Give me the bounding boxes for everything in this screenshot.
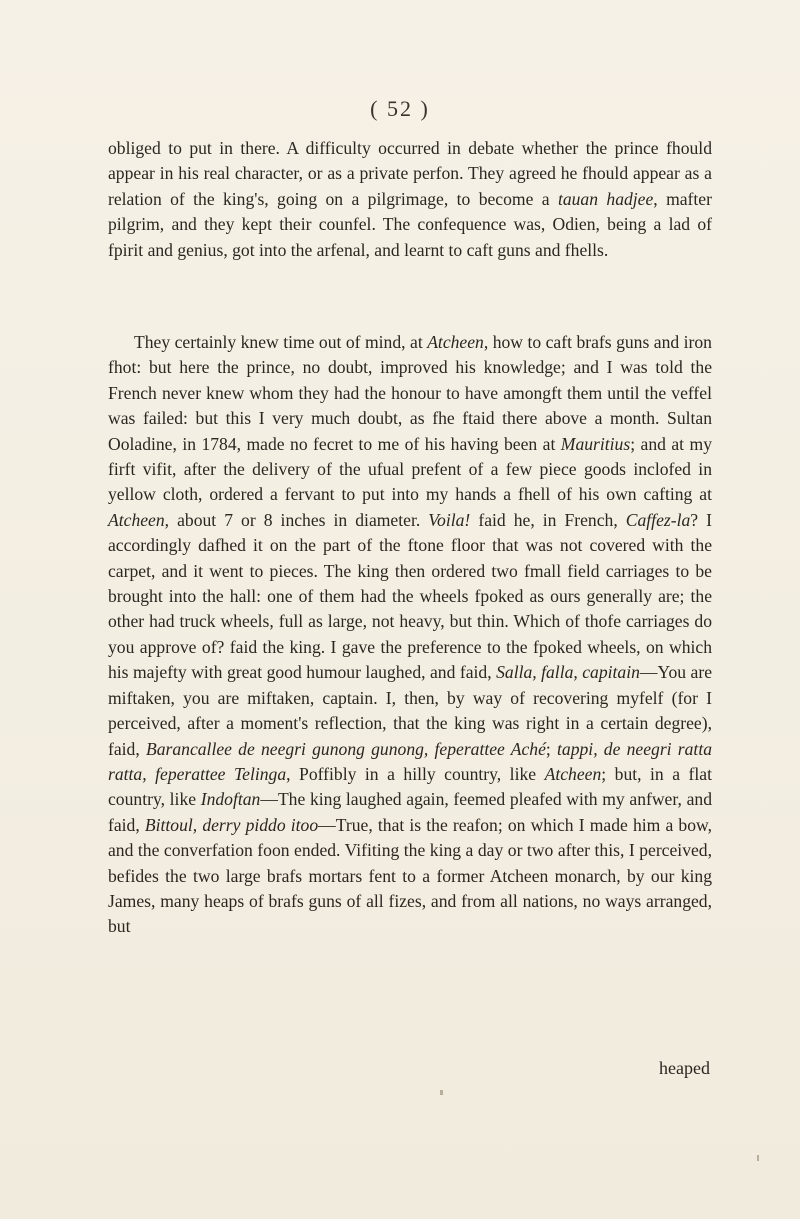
text-run: , Poffibly in a hilly country, like <box>286 763 545 784</box>
text-run: , how to caft brafs guns and iron fhot: but here the prince, no doubt, improved his knowledge; and I was told the French never knew whom they had the honour to have amongft them until the veffel was failed: but this I very much doubt, as fhe ftaid there above a month. Sultan Ooladine, in 1784, made no fecret to me of his having been at <box>108 332 712 454</box>
paragraph-text <box>108 330 712 940</box>
text-run: —The king laughed again, feemed pleafed with my anfwer, and faid, <box>108 789 712 835</box>
paragraph-text <box>108 136 712 263</box>
italic-text: Caffez-la <box>625 509 691 530</box>
text-run: faid he, in French, <box>470 509 626 530</box>
italic-text: Indoftan <box>200 789 261 810</box>
text-run: , about 7 or 8 inches in diameter. <box>164 509 429 530</box>
text-run: —True, that is the reafon; on which I made him a bow, and the converfation foon ended. Vifiting the king a day or two after this, I perceived, befides the two large brafs mortars fent to a former Atcheen monarch, by our king James, many heaps of brafs guns of all fizes, and from all nations, no ways arranged, but <box>108 814 712 937</box>
text-run: ; and at my firft vifit, after the delivery of the ufual prefent of a few piece goods inclofed in yellow cloth, ordered a fervant to put into my hands a fhell of his own cafting at <box>108 433 712 505</box>
paper-speck <box>440 1090 443 1095</box>
paragraph-2 <box>108 330 712 940</box>
italic-text: Bittoul, derry piddo itoo <box>144 814 319 835</box>
paper-speck <box>757 1155 759 1161</box>
text-run: ; <box>545 738 558 759</box>
page-number: ( 52 ) <box>370 96 430 121</box>
italic-text: Mauritius <box>560 433 631 454</box>
catchword: heaped <box>659 1058 710 1078</box>
italic-text: tappi, de neegri ratta ratta, feperattee Telinga <box>108 738 712 784</box>
italic-text: Atcheen <box>427 332 484 352</box>
italic-text: tauan hadjee <box>557 188 654 209</box>
text-run: obliged to put in there. A difficulty occurred in debate whether the prince fhould appear in his real character, or as a private perfon. They agreed he fhould appear as a relation of the king's, going on a pilgrimage, to become a <box>108 138 712 209</box>
text-run: ? I accordingly dafhed it on the part of the ftone floor that was not covered with the carpet, and it went to pieces. The king then ordered two fmall field carriages to be brought into the hall: one of them had the wheels fpoked as ours generally are; the other had truck wheels, full as large, not heavy, but thin. Which of thofe carriages do you approve of? faid the king. I gave the preference to the fpoked wheels, on which his majefty with great good humour laughed, and faid, <box>108 509 712 683</box>
italic-text: Atcheen <box>544 763 602 784</box>
italic-text: Voila! <box>428 509 471 530</box>
text-run: , mafter pilgrim, and they kept their counfel. The confequence was, Odien, being a lad of fpirit and genius, got into the arfenal, and learnt to caft guns and fhells. <box>108 188 712 260</box>
text-run: —You are miftaken, you are miftaken, captain. I, then, by way of recovering myfelf (for I perceived, after a moment's reflection, that the king was right in a certain degree), faid, <box>108 662 712 759</box>
text-run: They certainly knew time out of mind, at <box>134 332 428 352</box>
italic-text: Salla, falla, capitain <box>496 662 640 683</box>
paragraph-1 <box>108 136 712 263</box>
italic-text: Barancallee de neegri gunong gunong, feperattee Aché <box>145 738 546 759</box>
text-run: ; but, in a flat country, like <box>108 763 712 810</box>
italic-text: Atcheen <box>108 509 165 530</box>
